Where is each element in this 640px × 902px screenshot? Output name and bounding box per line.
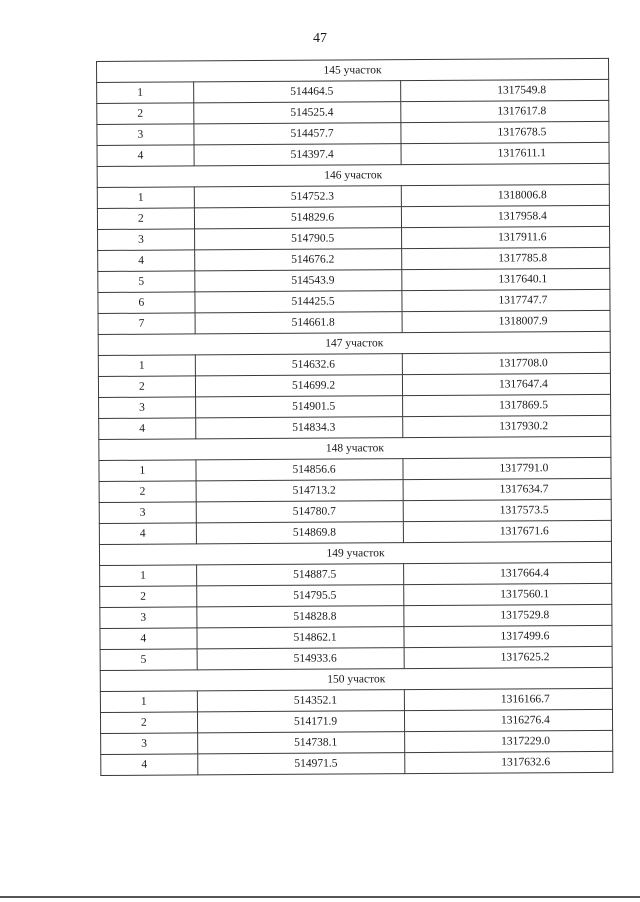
x-coordinate-cell: 514676.2 <box>195 249 402 271</box>
y-coordinate-cell: 1317647.4 <box>402 373 610 395</box>
x-coordinate-cell: 514699.2 <box>195 375 402 397</box>
x-coordinate-cell: 514457.7 <box>194 123 401 145</box>
point-number-cell: 1 <box>98 355 195 377</box>
x-coordinate-cell: 514780.7 <box>196 501 403 523</box>
x-coordinate-cell: 514834.3 <box>196 417 403 439</box>
y-coordinate-cell: 1318007.9 <box>402 310 610 332</box>
x-coordinate-cell: 514352.1 <box>197 690 404 712</box>
point-number-cell: 1 <box>97 82 194 104</box>
point-number-cell: 5 <box>98 271 195 293</box>
y-coordinate-cell: 1317785.8 <box>402 247 610 269</box>
section-title: 150 участок <box>100 667 612 691</box>
y-coordinate-cell: 1317573.5 <box>403 499 611 521</box>
x-coordinate-cell: 514887.5 <box>197 564 404 586</box>
page-number: 47 <box>313 31 327 46</box>
section-title: 149 участок <box>99 541 611 565</box>
table-row <box>101 751 613 775</box>
y-coordinate-cell: 1317930.2 <box>403 415 611 437</box>
x-coordinate-cell: 514933.6 <box>197 648 404 670</box>
y-coordinate-cell: 1317625.2 <box>404 646 612 668</box>
y-coordinate-cell: 1317664.4 <box>404 562 612 584</box>
point-number-cell: 4 <box>97 145 194 167</box>
y-coordinate-cell: 1317549.8 <box>401 79 609 101</box>
point-number-cell: 4 <box>100 628 197 650</box>
x-coordinate-cell: 514752.3 <box>194 186 401 208</box>
point-number-cell: 7 <box>98 313 195 335</box>
x-coordinate-cell: 514543.9 <box>195 270 402 292</box>
bottom-rule <box>0 896 640 898</box>
point-number-cell: 4 <box>99 418 196 440</box>
point-number-cell: 2 <box>100 586 197 608</box>
point-number-cell: 3 <box>98 229 195 251</box>
point-number-cell: 5 <box>100 649 197 671</box>
point-number-cell: 1 <box>100 565 197 587</box>
x-coordinate-cell: 514869.8 <box>196 522 403 544</box>
y-coordinate-cell: 1317529.8 <box>404 604 612 626</box>
x-coordinate-cell: 514790.5 <box>195 228 402 250</box>
y-coordinate-cell: 1317632.6 <box>405 751 613 773</box>
point-number-cell: 4 <box>98 250 195 272</box>
point-number-cell: 4 <box>99 523 196 545</box>
point-number-cell: 1 <box>100 691 197 713</box>
x-coordinate-cell: 514738.1 <box>198 732 405 754</box>
x-coordinate-cell: 514171.9 <box>197 711 404 733</box>
section-title: 148 участок <box>99 436 611 460</box>
x-coordinate-cell: 514397.4 <box>194 144 401 166</box>
point-number-cell: 2 <box>100 712 197 734</box>
x-coordinate-cell: 514862.1 <box>197 627 404 649</box>
x-coordinate-cell: 514901.5 <box>196 396 403 418</box>
x-coordinate-cell: 514661.8 <box>195 312 402 334</box>
point-number-cell: 3 <box>101 733 198 755</box>
y-coordinate-cell: 1317229.0 <box>405 730 613 752</box>
y-coordinate-cell: 1317791.0 <box>403 457 611 479</box>
point-number-cell: 3 <box>97 124 194 146</box>
y-coordinate-cell: 1317911.6 <box>402 226 610 248</box>
y-coordinate-cell: 1317747.7 <box>402 289 610 311</box>
y-coordinate-cell: 1317617.8 <box>401 100 609 122</box>
x-coordinate-cell: 514829.6 <box>194 207 401 229</box>
y-coordinate-cell: 1317671.6 <box>403 520 611 542</box>
y-coordinate-cell: 1317499.6 <box>404 625 612 647</box>
section-title: 145 участок <box>97 58 609 82</box>
y-coordinate-cell: 1317634.7 <box>403 478 611 500</box>
y-coordinate-cell: 1317958.4 <box>401 205 609 227</box>
y-coordinate-cell: 1316276.4 <box>404 709 612 731</box>
x-coordinate-cell: 514856.6 <box>196 459 403 481</box>
point-number-cell: 1 <box>99 460 196 482</box>
point-number-cell: 6 <box>98 292 195 314</box>
point-number-cell: 2 <box>97 208 194 230</box>
section-title: 147 участок <box>98 331 610 355</box>
x-coordinate-cell: 514632.6 <box>195 354 402 376</box>
point-number-cell: 3 <box>99 397 196 419</box>
point-number-cell: 3 <box>100 607 197 629</box>
point-number-cell: 2 <box>98 376 195 398</box>
point-number-cell: 2 <box>97 103 194 125</box>
x-coordinate-cell: 514795.5 <box>197 585 404 607</box>
y-coordinate-cell: 1317640.1 <box>402 268 610 290</box>
x-coordinate-cell: 514713.2 <box>196 480 403 502</box>
x-coordinate-cell: 514425.5 <box>195 291 402 313</box>
y-coordinate-cell: 1317678.5 <box>401 121 609 143</box>
y-coordinate-cell: 1316166.7 <box>404 688 612 710</box>
y-coordinate-cell: 1317611.1 <box>401 142 609 164</box>
y-coordinate-cell: 1317869.5 <box>403 394 611 416</box>
point-number-cell: 2 <box>99 481 196 503</box>
y-coordinate-cell: 1317560.1 <box>404 583 612 605</box>
x-coordinate-cell: 514464.5 <box>194 81 401 103</box>
y-coordinate-cell: 1317708.0 <box>402 352 610 374</box>
x-coordinate-cell: 514828.8 <box>197 606 404 628</box>
x-coordinate-cell: 514971.5 <box>198 753 405 775</box>
x-coordinate-cell: 514525.4 <box>194 102 401 124</box>
point-number-cell: 3 <box>99 502 196 524</box>
y-coordinate-cell: 1318006.8 <box>401 184 609 206</box>
point-number-cell: 1 <box>97 187 194 209</box>
point-number-cell: 4 <box>101 754 198 776</box>
coordinates-table <box>96 58 613 776</box>
section-title: 146 участок <box>97 163 609 187</box>
